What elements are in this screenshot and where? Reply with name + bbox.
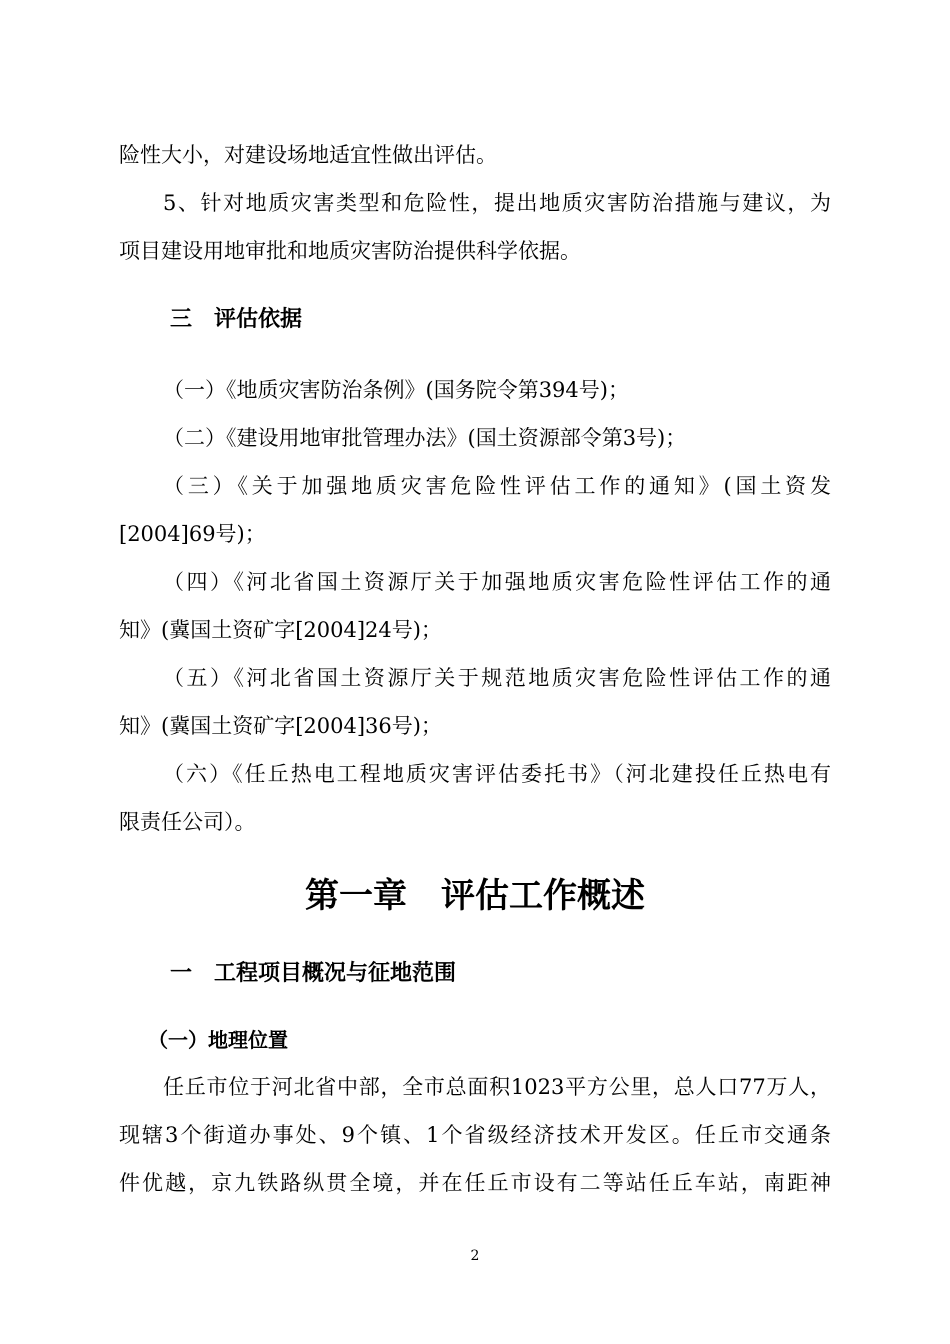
intro-line-2: 5、针对地质灾害类型和危险性，提出地质灾害防治措施与建议，为 [163, 191, 831, 215]
basis-item-4-line-1: （四）《河北省国土资源厅关于加强地质灾害危险性评估工作的通 [163, 570, 831, 594]
location-para-line-2: 现辖3个街道办事处、9个镇、1个省级经济技术开发区。任丘市交通条 [119, 1123, 831, 1147]
basis-item-6-line-1: （六）《任丘热电工程地质灾害评估委托书》（河北建投任丘热电有 [163, 762, 831, 786]
subsection-1-heading: （一）地理位置 [148, 1028, 288, 1052]
basis-item-1: （一）《地质灾害防治条例》(国务院令第394号)； [163, 378, 629, 402]
page-number: 2 [470, 1248, 480, 1264]
location-para-line-3: 件优越，京九铁路纵贯全境，并在任丘市设有二等站任丘车站，南距神 [119, 1171, 831, 1195]
basis-item-5-line-1: （五）《河北省国土资源厅关于规范地质灾害危险性评估工作的通 [163, 666, 831, 690]
basis-item-3-line-2: [2004]69号)； [119, 522, 266, 546]
location-para-line-1: 任丘市位于河北省中部，全市总面积1023平方公里，总人口77万人， [163, 1075, 831, 1099]
basis-item-2: （二）《建设用地审批管理办法》(国土资源部令第3号)； [163, 426, 687, 450]
basis-item-6-line-2: 限责任公司）。 [119, 810, 256, 834]
basis-item-4-line-2: 知》(冀国土资矿字[2004]24号)； [119, 618, 442, 642]
section-1-heading: 一 工程项目概况与征地范围 [170, 961, 457, 986]
intro-line-1: 险性大小，对建设场地适宜性做出评估。 [119, 143, 497, 167]
basis-item-5-line-2: 知》(冀国土资矿字[2004]36号)； [119, 714, 442, 738]
section-3-heading: 三 评估依据 [170, 307, 303, 332]
intro-line-3: 项目建设用地审批和地质灾害防治提供科学依据。 [119, 239, 581, 263]
chapter-1-title: 第一章 评估工作概述 [305, 876, 645, 916]
basis-item-3-line-1: （三）《关于加强地质灾害危险性评估工作的通知》(国土资发 [163, 474, 831, 498]
